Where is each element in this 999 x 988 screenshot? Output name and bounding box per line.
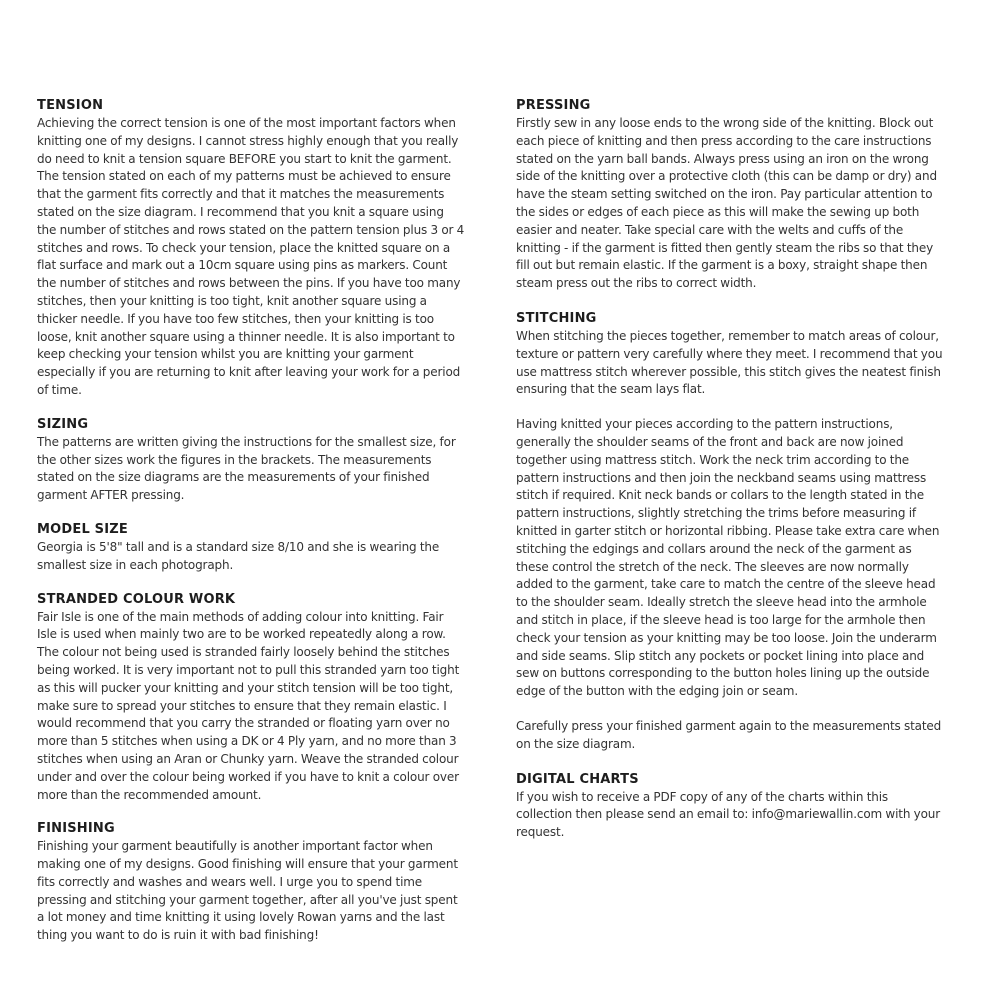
section-heading: FINISHING <box>37 821 115 837</box>
section-paragraph: When stitching the pieces together, remember to match areas of colour, texture or pattern very carefully where they meet. I recommend that you use mattress stitch wherever possible, this stitch gives the neatest finish ensuring that the seam lays flat. <box>516 328 943 397</box>
left-column <box>37 98 465 962</box>
section-paragraph: Having knitted your pieces according to the pattern instructions, generally the shoulder seams of the front and back are now joined together using mattress stitch. Work the neck trim according to the pattern instructions and then join the neckband seams using mattress stitch if required. Knit neck bands or collars to the length stated in the pattern instructions, slightly stretching the trims before measuring if knitted in garter stitch or horizontal ribbing. Please take extra care when stitching the edgings and collars around the neck of the garment as these control the stretch of the neck. The sleeves are now normally added to the garment, take care to match the centre of the sleeve head to the shoulder seam. Ideally stretch the sleeve head into the armhole and stitch in place, if the sleeve head is too large for the armhole then check your tension as your knitting may be too loose. Join the underarm and side seams. Slip stitch any pockets or pocket lining into place and sew on buttons corresponding to the button holes lining up the outside edge of the button with the edging join or seam. <box>516 417 940 699</box>
section-heading: STITCHING <box>516 310 597 326</box>
section-heading: STRANDED COLOUR WORK <box>37 591 236 607</box>
section-paragraph: If you wish to receive a PDF copy of any of the charts within this collection then please send an email to: info@mariewallin.com with your request. <box>516 789 941 840</box>
section-heading: DIGITAL CHARTS <box>516 771 639 787</box>
section-sizing <box>37 417 465 505</box>
section-pressing <box>516 98 946 293</box>
section-heading: SIZING <box>37 416 89 432</box>
section-paragraph: Finishing your garment beautifully is another important factor when making one of my designs. Good finishing will ensure that your garment fits correctly and washes and wears well. I urge you to spend time pressing and stitching your garment together, after all you've just spent a lot money and time knitting it using lovely Rowan yarns and the last thing you want to do is ruin it with bad finishing! <box>37 839 458 943</box>
section-heading: PRESSING <box>516 98 591 113</box>
section-finishing <box>37 821 465 945</box>
section-paragraph: The patterns are written giving the instructions for the smallest size, for the other sizes work the figures in the brackets. The measurements stated on the size diagrams are the measurements of your finished garment AFTER pressing. <box>37 434 456 503</box>
section-paragraph: Georgia is 5'8" tall and is a standard size 8/10 and she is wearing the smallest size in each photograph. <box>37 539 440 572</box>
section-digital-charts <box>516 772 946 842</box>
section-heading: TENSION <box>37 98 104 113</box>
section-tension <box>37 98 465 400</box>
section-paragraph: Fair Isle is one of the main methods of adding colour into knitting. Fair Isle is used when mainly two are to be worked repeatedly along a row. The colour not being used is stranded fairly loosely behind the stitches being worked. It is very important not to pull this stranded yarn too tight as this will pucker your knitting and your stitch tension will be too tight, make sure to spread your stitches to ensure that they remain elastic. I would recommend that you carry the stranded or floating yarn over no more than 5 stitches when using a DK or 4 Ply yarn, and no more than 3 stitches when using an Aran or Chunky yarn. Weave the stranded colour under and over the colour being worked if you have to knit a colour over more than the recommended amount. <box>37 609 460 802</box>
section-paragraph: Firstly sew in any loose ends to the wrong side of the knitting. Block out each piece of knitting and then press according to the care instructions stated on the yarn ball bands. Always press using an iron on the wrong side of the knitting over a protective cloth (this can be damp or dry) and have the steam setting switched on the iron. Pay particular attention to the sides or edges of each piece as this will make the sewing up both easier and neater. Take special care with the welts and cuffs of the knitting - if the garment is fitted then gently steam the ribs so that they fill out but remain elastic. If the garment is a boxy, straight shape then steam press out the ribs to correct width. <box>516 116 937 291</box>
section-paragraph: Achieving the correct tension is one of the most important factors when knitting one of my designs. I cannot stress highly enough that you really do need to knit a tension square BEFORE you start to knit the garment. The tension stated on each of my patterns must be achieved to ensure that the garment fits correctly and that it matches the measurements stated on the size diagram. I recommend that you knit a square using the number of stitches and rows stated on the pattern tension plus 3 or 4 stitches and rows. To check your tension, place the knitted square on a flat surface and mark out a 10cm square using pins as markers. Count the number of stitches and rows between the pins. If you have too many stitches, then your knitting is too tight, knit another square using a thicker needle. If you have too few stitches, then your knitting is too loose, knit another square using a thinner needle. It is also important to keep checking your tension whilst you are knitting your garment especially if you are returning to knit after leaving your work for a period of time. <box>37 116 465 397</box>
section-heading: MODEL SIZE <box>37 521 128 537</box>
section-model-size <box>37 522 465 575</box>
section-stitching <box>516 311 946 754</box>
right-column <box>516 98 946 860</box>
section-stranded-colour-work <box>37 592 465 805</box>
section-paragraph: Carefully press your finished garment again to the measurements stated on the size diagram. <box>516 718 942 751</box>
